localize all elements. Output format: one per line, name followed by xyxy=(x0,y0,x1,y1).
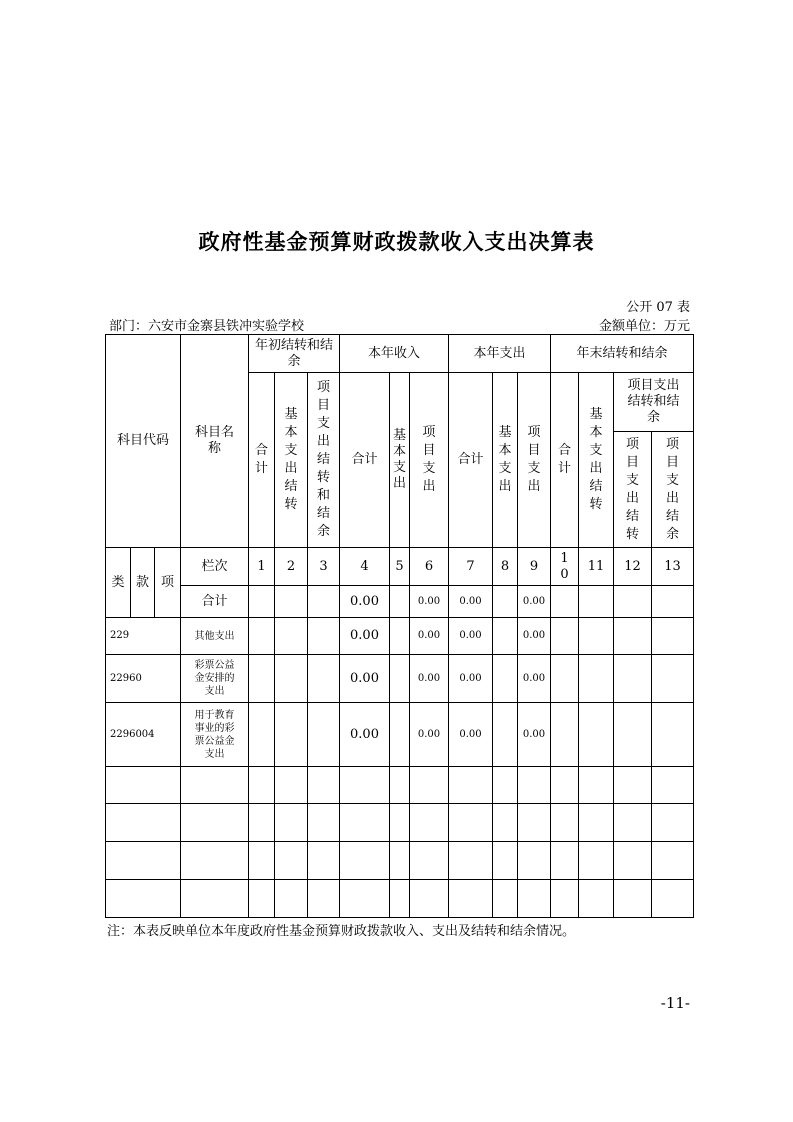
cell-expense-project: 0.00 xyxy=(518,655,551,703)
header-group-begin: 年初结转和结余 xyxy=(249,335,340,373)
cell-income-total: 0.00 xyxy=(340,655,390,703)
header-end-basic-carry: 基本支出结转 xyxy=(579,373,614,548)
header-expense-project: 项目支出 xyxy=(518,373,551,548)
row-code: 22960 xyxy=(106,655,181,703)
cell-expense-project: 0.00 xyxy=(518,618,551,655)
col-num-12: 12 xyxy=(614,548,652,586)
header-begin-project-carry-balance: 项目支出结转和结余 xyxy=(308,373,340,548)
header-income-total: 合计 xyxy=(340,373,390,548)
col-num-8: 8 xyxy=(493,548,518,586)
header-lanci: 栏次 xyxy=(181,548,249,586)
form-number: 公开 07 表 xyxy=(626,300,690,315)
row-code: 2296004 xyxy=(106,703,181,767)
header-subject-code: 科目代码 xyxy=(106,335,181,548)
col-num-2: 2 xyxy=(275,548,308,586)
empty-row xyxy=(106,842,694,880)
cell-income-project: 0.00 xyxy=(410,618,449,655)
cell-expense-total: 0.00 xyxy=(449,586,493,618)
cell-income-project: 0.00 xyxy=(410,586,449,618)
header-begin-total: 合计 xyxy=(249,373,275,548)
header-end-total: 合计 xyxy=(551,373,579,548)
cell-income-project: 0.00 xyxy=(410,703,449,767)
cell-expense-total: 0.00 xyxy=(449,703,493,767)
header-end-project-balance: 项目支出结余 xyxy=(652,432,694,548)
cell-income-total: 0.00 xyxy=(340,586,390,618)
header-income-basic: 基本支出 xyxy=(390,373,410,548)
page-title: 政府性基金预算财政拨款收入支出决算表 xyxy=(198,230,595,254)
col-num-3: 3 xyxy=(308,548,340,586)
empty-row xyxy=(106,880,694,918)
cell-expense-total: 0.00 xyxy=(449,618,493,655)
row-name: 合计 xyxy=(181,586,249,618)
header-expense-total: 合计 xyxy=(449,373,493,548)
row-name: 其他支出 xyxy=(181,618,249,655)
footnote: 注：本表反映单位本年度政府性基金预算财政拨款收入、支出及结转和结余情况。 xyxy=(107,924,576,939)
col-num-10: 10 xyxy=(551,548,579,586)
col-num-9: 9 xyxy=(518,548,551,586)
header-begin-basic-carry: 基本支出结转 xyxy=(275,373,308,548)
header-end-project-group: 项目支出结转和结余 xyxy=(614,373,694,432)
header-group-expense: 本年支出 xyxy=(449,335,551,373)
empty-row xyxy=(106,767,694,804)
header-kuan: 款 xyxy=(131,548,155,618)
header-lei: 类 xyxy=(106,548,131,618)
header-group-income: 本年收入 xyxy=(340,335,449,373)
cell-income-total: 0.00 xyxy=(340,703,390,767)
header-group-end: 年末结转和结余 xyxy=(551,335,694,373)
empty-row xyxy=(106,804,694,842)
cell-income-total: 0.00 xyxy=(340,618,390,655)
cell-expense-total: 0.00 xyxy=(449,655,493,703)
amount-unit-label: 金额单位：万元 xyxy=(598,319,690,334)
col-num-7: 7 xyxy=(449,548,493,586)
col-num-1: 1 xyxy=(249,548,275,586)
row-code: 229 xyxy=(106,618,181,655)
col-num-11: 11 xyxy=(579,548,614,586)
cell-expense-project: 0.00 xyxy=(518,586,551,618)
header-expense-basic: 基本支出 xyxy=(493,373,518,548)
cell-income-project: 0.00 xyxy=(410,655,449,703)
header-income-project: 项目支出 xyxy=(410,373,449,548)
col-num-5: 5 xyxy=(390,548,410,586)
table-row xyxy=(106,586,694,618)
header-end-project-carry: 项目支出结转 xyxy=(614,432,652,548)
page-number: -11- xyxy=(660,994,690,1012)
header-subject-name: 科目名称 xyxy=(181,335,249,548)
col-num-6: 6 xyxy=(410,548,449,586)
col-num-4: 4 xyxy=(340,548,390,586)
cell-expense-project: 0.00 xyxy=(518,703,551,767)
table-row xyxy=(106,618,694,655)
row-name: 彩票公益金安排的支出 xyxy=(181,655,249,703)
row-name: 用于教育事业的彩票公益金支出 xyxy=(181,703,249,767)
budget-table xyxy=(105,334,694,918)
table-row xyxy=(106,703,694,767)
col-num-13: 13 xyxy=(652,548,694,586)
department-label: 部门：六安市金寨县铁冲实验学校 xyxy=(109,319,305,334)
header-xiang: 项 xyxy=(155,548,181,618)
table-row xyxy=(106,655,694,703)
